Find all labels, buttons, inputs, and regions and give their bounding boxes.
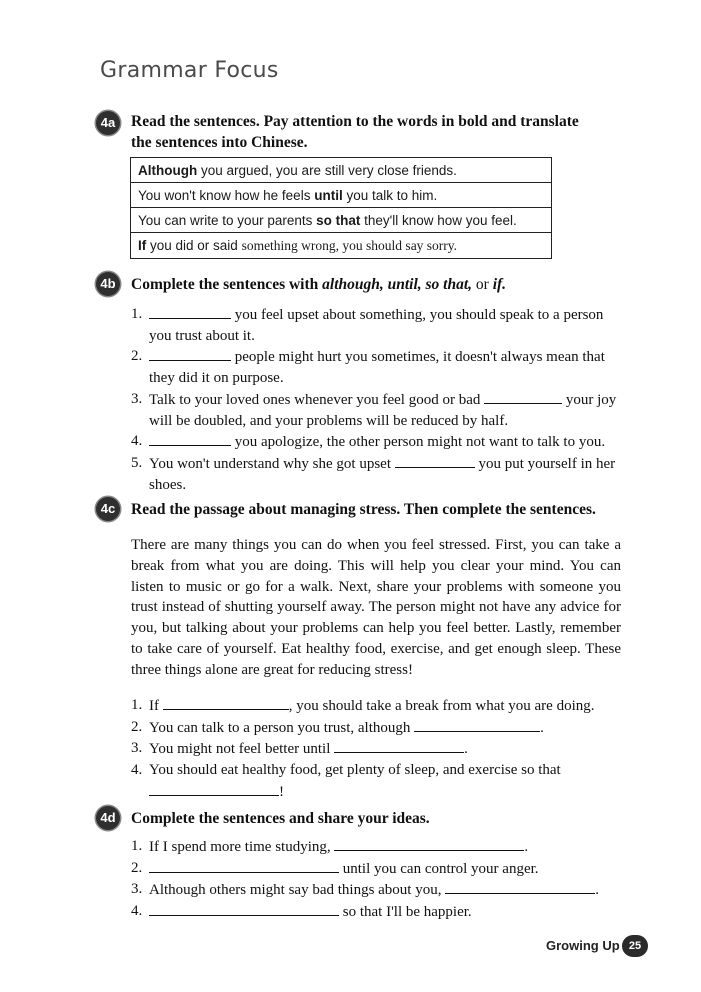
item-number: 4. (131, 903, 143, 920)
list-item (131, 695, 621, 717)
item-text: you feel upset about something, you should speak to a person you trust about it. (149, 307, 604, 344)
instruction-words: if. (492, 276, 507, 293)
item-text: Talk to your loved ones whenever you feel good or bad (149, 391, 485, 408)
item-text: , you should take a break from what you are doing. (288, 698, 595, 714)
item-text: you put yourself in her shoes. (149, 455, 616, 493)
answer-blank[interactable] (334, 836, 524, 851)
item-text: . (540, 719, 544, 736)
instruction-text: or (472, 276, 493, 293)
table-row (131, 158, 551, 183)
item-number: 3. (131, 740, 143, 757)
table-row (131, 183, 551, 208)
sentence-table (130, 157, 552, 259)
answer-blank[interactable] (484, 389, 562, 404)
bold-word: If (138, 238, 147, 253)
row-text: You won't know how he feels (138, 188, 315, 203)
list-item (131, 858, 631, 880)
item-number: 4. (131, 433, 143, 450)
answer-blank[interactable] (149, 346, 231, 361)
instruction-4d: Complete the sentences and share your ideas. (131, 810, 430, 827)
answer-blank[interactable] (445, 879, 595, 894)
answer-blank[interactable] (149, 781, 279, 796)
item-text: You can talk to a person you trust, although (149, 719, 415, 736)
item-text: You might not feel better until (149, 741, 335, 758)
list-item (131, 717, 621, 739)
row-text: something wrong, you should say sorry. (241, 238, 458, 253)
stress-passage: There are many things you can do when you feel stressed. First, you can take a break from what you are doing. This will help you clear your mind. You can listen to music or go for a walk. Next, share your problems with someone you trust instead of shutting yourself away. The person might not have any advice for you, but talking about your problems can help you feel better. Lastly, remember to take care of yourself. Eat healthy food, exercise, and get enough sleep. These three things alone are great for reducing stress! (131, 537, 621, 678)
instruction-words: although, until, so that, (322, 276, 473, 293)
badge-4d: 4d (96, 806, 120, 830)
item-text: If (149, 698, 163, 714)
item-text: You should eat healthy food, get plenty of sleep, and exercise so that (149, 762, 561, 779)
answer-blank[interactable] (395, 453, 475, 468)
answer-blank[interactable] (149, 901, 339, 916)
answer-blank[interactable] (414, 717, 540, 732)
list-item (131, 879, 631, 901)
list-item (131, 304, 629, 346)
item-text: . (464, 741, 468, 758)
list-item (131, 346, 629, 388)
item-text: Although others might say bad things about you, (149, 882, 446, 899)
instruction-4b (131, 274, 506, 295)
list-item (131, 453, 629, 495)
instruction-4c: Read the passage about managing stress. Then complete the sentences. (131, 501, 596, 518)
badge-4c: 4c (96, 497, 120, 521)
item-number: 1. (131, 838, 143, 854)
item-number: 2. (131, 718, 143, 735)
item-text: until you can control your anger. (339, 860, 539, 877)
item-number: 1. (131, 306, 143, 322)
answer-blank[interactable] (149, 431, 231, 446)
item-number: 3. (131, 390, 143, 407)
list-item (131, 389, 629, 431)
row-text: you did or said (146, 238, 242, 253)
item-text: so that I'll be happier. (339, 904, 472, 921)
table-row (131, 233, 551, 258)
answer-blank[interactable] (149, 858, 339, 873)
bold-word: so that (316, 213, 361, 228)
badge-4a: 4a (96, 111, 120, 135)
exercise-4b-list (131, 304, 629, 495)
list-item (131, 760, 621, 802)
bold-word: Although (138, 163, 198, 178)
row-text: you argued, you are still very close friends. (197, 163, 457, 178)
badge-4b: 4b (96, 272, 120, 296)
answer-blank[interactable] (163, 695, 289, 710)
item-number: 4. (131, 762, 143, 779)
item-text: . (524, 839, 529, 855)
answer-blank[interactable] (149, 304, 231, 319)
item-number: 2. (131, 859, 143, 876)
list-item (131, 901, 631, 923)
item-text: you apologize, the other person might not want to talk to you. (231, 434, 606, 451)
instruction-text: Complete the sentences with (131, 276, 323, 293)
list-item (131, 836, 631, 858)
exercise-4c-list (131, 695, 621, 803)
answer-blank[interactable] (334, 738, 464, 753)
row-text: you talk to him. (342, 188, 438, 203)
item-text: ! (279, 783, 284, 800)
item-text: If I spend more time studying, (149, 839, 335, 855)
bold-word: until (314, 188, 343, 203)
item-text: people might hurt you sometimes, it doesn't always mean that they did it on purpose. (149, 349, 605, 387)
item-number: 5. (131, 454, 143, 471)
page-number: 25 (622, 935, 648, 957)
item-text: your joy will be doubled, and your problems will be reduced by half. (149, 391, 617, 429)
row-text: You can write to your parents (138, 213, 317, 228)
item-number: 1. (131, 697, 143, 713)
list-item (131, 738, 621, 760)
item-number: 3. (131, 881, 143, 898)
item-text: . (595, 882, 599, 899)
unit-label: Growing Up (546, 938, 620, 953)
item-text: You won't understand why she got upset (149, 455, 395, 472)
list-item (131, 431, 629, 453)
item-number: 2. (131, 348, 143, 365)
page-title: Grammar Focus (100, 58, 279, 83)
instruction-4a: Read the sentences. Pay attention to the words in bold and translate the sentences into Chinese. (131, 113, 579, 151)
row-text: they'll know how you feel. (360, 213, 517, 228)
exercise-4d-list (131, 836, 631, 923)
table-row (131, 208, 551, 233)
